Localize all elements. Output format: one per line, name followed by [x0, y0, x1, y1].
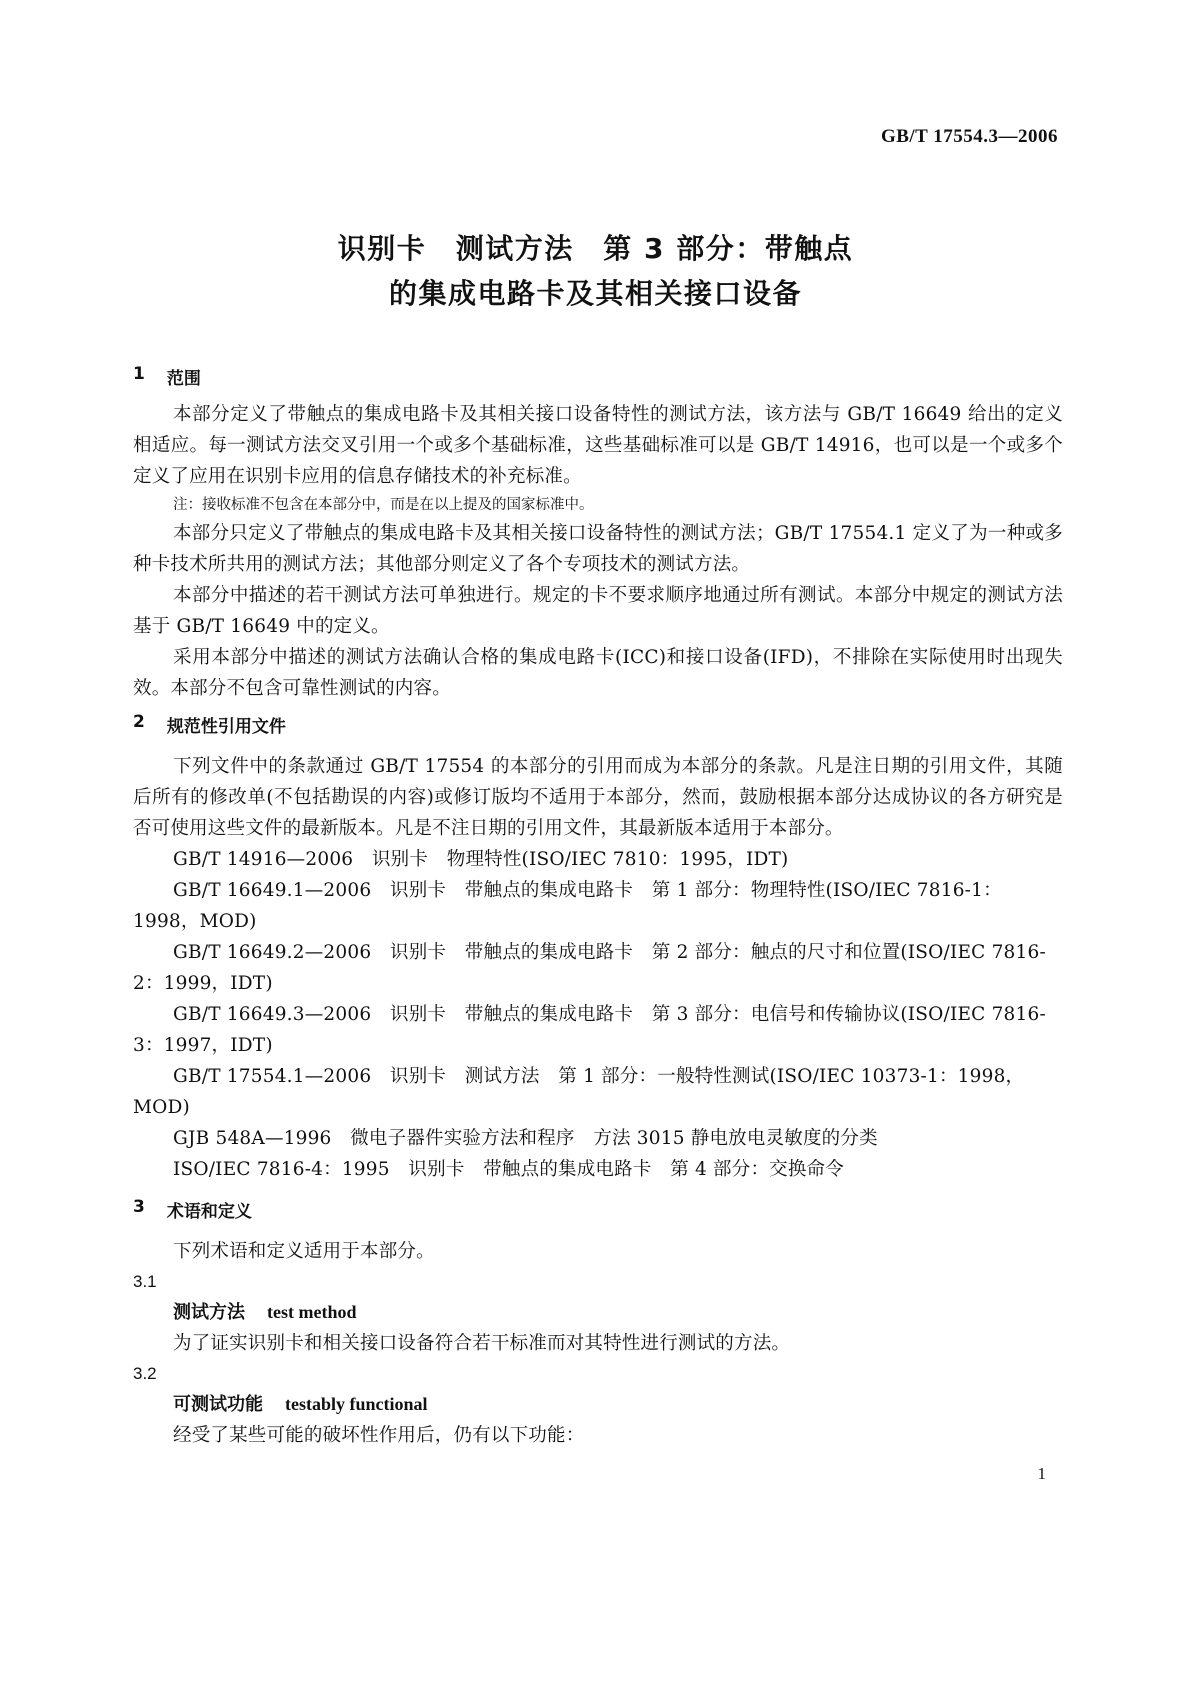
term-title — [133, 1297, 1063, 1328]
paragraph: 本部分只定义了带触点的集成电路卡及其相关接口设备特性的测试方法；GB/T 17554.1 定义了为一种或多种卡技术所共用的测试方法；其他部分则定义了各个专项技术的测试方法。 — [133, 523, 1063, 575]
term-zh: 可测试功能 — [173, 1394, 263, 1415]
term-number: 3.1 — [133, 1272, 157, 1291]
section-number: 1 — [133, 364, 145, 384]
term-en: test method — [267, 1302, 357, 1322]
term-number: 3.2 — [133, 1364, 157, 1383]
term-zh: 测试方法 — [173, 1302, 245, 1323]
reference-item: GB/T 17554.1—2006 识别卡 测试方法 第 1 部分：一般特性测试(ISO/IEC 10373-1：1998，MOD) — [133, 1066, 1025, 1118]
document-title — [0, 226, 1191, 316]
section-2-heading — [133, 712, 1063, 737]
section-number: 2 — [133, 712, 145, 732]
standard-code: GB/T 17554.3—2006 — [880, 126, 1058, 147]
paragraph: 下列文件中的条款通过 GB/T 17554 的本部分的引用而成为本部分的条款。凡是注日期的引用文件，其随后所有的修改单(不包括勘误的内容)或修订版均不适用于本部分，然而，鼓励根据本部分达成协议的各方研究是否可使用这些文件的最新版本。凡是不注日期的引用文件，其最新版本适用于本部分。 — [133, 756, 1063, 839]
paragraph: 本部分定义了带触点的集成电路卡及其相关接口设备特性的测试方法，该方法与 GB/T 16649 给出的定义相适应。每一测试方法交叉引用一个或多个基础标准，这些基础标准可以是 GB/T 14916，也可以是一个或多个定义了应用在识别卡应用的信息存储技术的补充标准。 — [133, 404, 1063, 487]
title-line-2: 的集成电路卡及其相关接口设备 — [388, 277, 802, 310]
reference-item: GJB 548A—1996 微电子器件实验方法和程序 方法 3015 静电放电灵敏度的分类 — [173, 1128, 878, 1149]
section-3-heading — [133, 1197, 1063, 1222]
reference-item: GB/T 14916—2006 识别卡 物理特性(ISO/IEC 7810：1995，IDT) — [173, 849, 789, 870]
reference-item: GB/T 16649.3—2006 识别卡 带触点的集成电路卡 第 3 部分：电信号和传输协议(ISO/IEC 7816-3：1997，IDT) — [133, 1004, 1046, 1056]
note: 注：接收标准不包含在本部分中，而是在以上提及的国家标准中。 — [173, 497, 594, 513]
section-1-heading — [133, 364, 1063, 389]
reference-item: GB/T 16649.1—2006 识别卡 带触点的集成电路卡 第 1 部分：物理特性(ISO/IEC 7816-1：1998，MOD) — [133, 880, 1002, 932]
page-number: 1 — [1037, 1464, 1046, 1483]
paragraph: 下列术语和定义适用于本部分。 — [173, 1241, 435, 1262]
document-body — [133, 364, 1063, 1451]
term-title — [133, 1389, 1063, 1420]
term-definition: 为了证实识别卡和相关接口设备符合若干标准而对其特性进行测试的方法。 — [173, 1333, 791, 1354]
paragraph: 本部分中描述的若干测试方法可单独进行。规定的卡不要求顺序地通过所有测试。本部分中规定的测试方法基于 GB/T 16649 中的定义。 — [133, 585, 1063, 637]
section-number: 3 — [133, 1197, 145, 1217]
term-en: testably functional — [285, 1394, 428, 1414]
title-line-1: 识别卡 测试方法 第 3 部分：带触点 — [337, 232, 854, 265]
reference-item: GB/T 16649.2—2006 识别卡 带触点的集成电路卡 第 2 部分：触点的尺寸和位置(ISO/IEC 7816-2：1999，IDT) — [133, 942, 1046, 994]
paragraph: 采用本部分中描述的测试方法确认合格的集成电路卡(ICC)和接口设备(IFD)，不排除在实际使用时出现失效。本部分不包含可靠性测试的内容。 — [133, 647, 1063, 699]
section-title: 术语和定义 — [166, 1202, 252, 1222]
section-title: 范围 — [166, 369, 201, 389]
section-title: 规范性引用文件 — [166, 717, 286, 737]
term-definition: 经受了某些可能的破坏性作用后，仍有以下功能： — [173, 1425, 585, 1446]
reference-item: ISO/IEC 7816-4：1995 识别卡 带触点的集成电路卡 第 4 部分：交换命令 — [173, 1159, 844, 1180]
